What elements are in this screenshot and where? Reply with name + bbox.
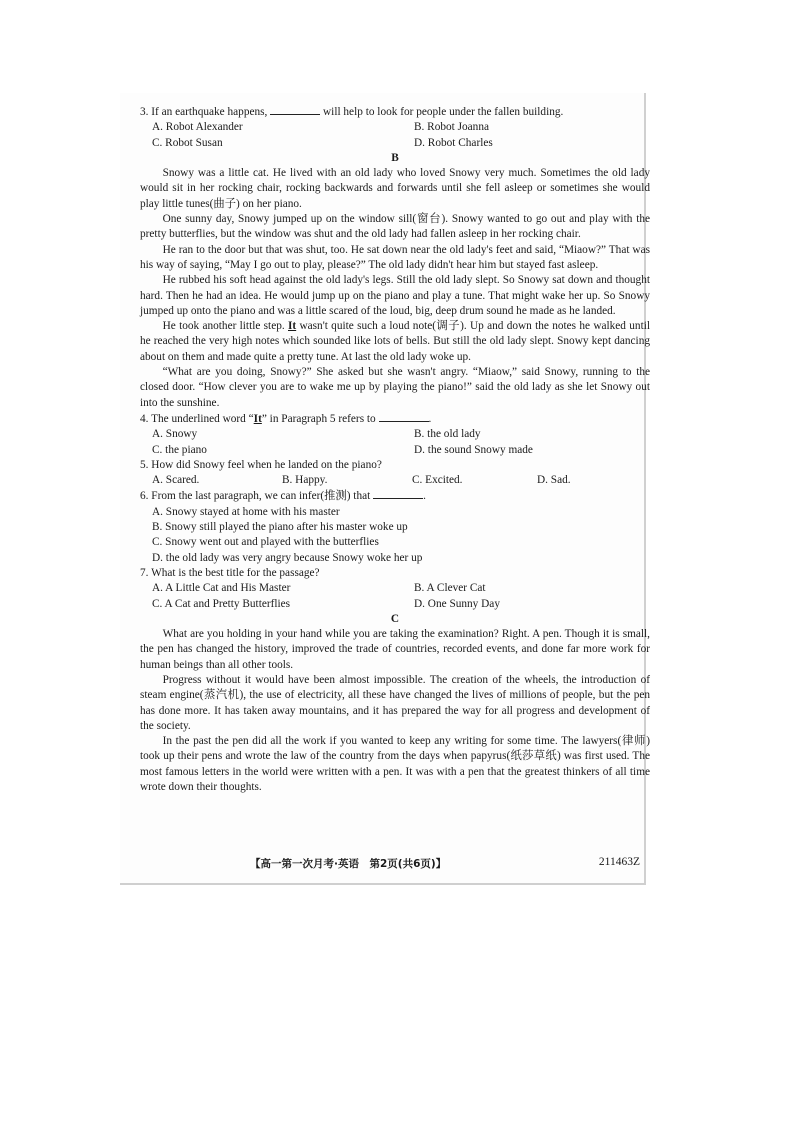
footer-title: 【高一第一次月考·英语 第2页(共6页)】	[250, 858, 447, 870]
passage-b-paragraph-2: One sunny day, Snowy jumped up on the window sill(窗台). Snowy wanted to go out and play with the pretty butterflies, but the window was shut and the old lady had fallen asleep in her rocking chair.	[140, 213, 650, 241]
q4-option-c: C. the piano	[152, 443, 207, 456]
q3-options-row-2	[140, 136, 650, 151]
section-b-heading: B	[391, 151, 399, 164]
q3-option-a: A. Robot Alexander	[152, 121, 243, 134]
passage-b-paragraph-3: He ran to the door but that was shut, too. He sat down near the old lady's feet and said, “Miaow?” That was his way of saying, “May I go out to play, please?” The old lady didn't hear him but stayed fast asleep.	[140, 243, 650, 271]
passage-b-paragraph-6: “What are you doing, Snowy?” She asked but she wasn't angry. “Miaow,” said Snowy, running to the closed door. “How clever you are to wake me up by playing the piano!” said the old lady as she let Snowy out into the sunshine.	[140, 366, 650, 409]
q4-options-row-1	[140, 427, 650, 442]
q4-option-d: D. the sound Snowy made	[414, 443, 533, 456]
question-4	[140, 411, 650, 427]
q4-underlined-word: It	[253, 412, 262, 425]
q6-option-d: D. the old lady was very angry because Snowy woke her up	[152, 551, 423, 564]
q7-option-a: A. A Little Cat and His Master	[152, 582, 291, 595]
question-7: 7. What is the best title for the passage?	[140, 566, 320, 579]
q4-option-a: A. Snowy	[152, 428, 198, 441]
page-footer	[250, 856, 640, 871]
question-5: 5. How did Snowy feel when he landed on the piano?	[140, 458, 382, 471]
q7-option-c: C. A Cat and Pretty Butterflies	[152, 597, 291, 610]
q3-stem-before: 3. If an earthquake happens,	[140, 106, 268, 118]
q7-options-row-1	[140, 581, 650, 596]
q6-stem-end: .	[423, 490, 426, 503]
section-c-heading: C	[390, 612, 400, 625]
answer-blank	[373, 488, 423, 499]
passage-b-paragraph-1: Snowy was a little cat. He lived with an old lady who loved Snowy very much. Sometimes the old lady would sit in her rocking chair, rocking backwards and forwards until she fell asleep or sometimes she would play little tunes(曲子) on her piano.	[140, 167, 650, 210]
q6-option-a: A. Snowy stayed at home with his master	[152, 505, 340, 518]
q5-option-a: A. Scared.	[152, 474, 200, 487]
passage-c-paragraph-2: Progress without it would have been almost impossible. The creation of the wheels, the introduction of steam engine(蒸汽机), the use of electricity, all these have changed the lives of millions of people, but the pen has done more. It has taken away mountains, and it has prepared the way for all progress and development of the society.	[140, 673, 650, 732]
q6-option-b: B. Snowy still played the piano after his master woke up	[152, 521, 408, 534]
q5-options	[140, 473, 650, 488]
question-6	[140, 488, 650, 504]
q6-stem-before: 6. From the last paragraph, we can infer(推测) that	[140, 490, 371, 503]
passage-c-paragraph-1: What are you holding in your hand while you are taking the examination? Right. A pen. Though it is small, the pen has changed the history, improved the trade of countries, recorded events, and done far more work for human beings than all other tools.	[140, 628, 650, 671]
p5-text-after: wasn't quite such a loud note(调子). Up and down the notes he walked until he reached the very high notes which sounded like lots of bells. But still the old lady slept. Snowy kept dancing about on them and made quite a pretty tune. At last the old lady woke up.	[140, 320, 650, 363]
q4-stem-end: .	[428, 412, 432, 425]
answer-blank	[379, 411, 429, 422]
q6-option-c: C. Snowy went out and played with the butterflies	[152, 536, 379, 549]
q4-stem-after: ” in Paragraph 5 refers to	[261, 412, 376, 425]
answer-blank	[270, 104, 320, 115]
passage-b-paragraph-5	[140, 319, 650, 365]
q4-options-row-2	[140, 443, 650, 458]
underlined-word: It	[288, 320, 297, 333]
passage-c-paragraph-3: In the past the pen did all the work if you wanted to keep any writing for some time. The lawyers(律师) took up their pens and wrote the law of the country from the days when papyrus(纸莎草纸) was first used. The most famous letters in the world were written with a pen. It was with a pen that the greatest thinkers of all time wrote down their thoughts.	[140, 735, 650, 794]
q4-option-b: B. the old lady	[414, 428, 481, 441]
footer-code: 211463Z	[598, 856, 640, 868]
q7-option-b: B. A Clever Cat	[414, 582, 486, 595]
q3-stem-after: will help to look for people under the fallen building.	[323, 106, 564, 118]
p5-text-before: He took another little step.	[162, 320, 285, 333]
q7-option-d: D. One Sunny Day	[414, 597, 500, 610]
exam-page	[120, 93, 650, 885]
passage-b-paragraph-4: He rubbed his soft head against the old lady's legs. Still the old lady slept. So Snowy sat down and thought hard. Then he had an idea. He would jump up on the piano and play a tune. That might wake her up. So Snowy jumped up onto the piano and was a little scared of the loud, big, deep drum sound he made as he landed.	[140, 274, 650, 317]
q3-option-c: C. Robot Susan	[152, 136, 223, 149]
q5-option-c: C. Excited.	[412, 474, 463, 487]
q4-stem-before: 4. The underlined word “	[140, 412, 254, 425]
q7-options-row-2	[140, 597, 650, 612]
page-content	[140, 104, 650, 795]
q5-option-d: D. Sad.	[537, 474, 571, 487]
q3-option-d: D. Robot Charles	[414, 136, 493, 149]
question-3	[140, 104, 650, 120]
q3-options-row-1	[140, 120, 650, 135]
q5-option-b: B. Happy.	[282, 474, 328, 487]
q3-option-b: B. Robot Joanna	[414, 121, 489, 134]
